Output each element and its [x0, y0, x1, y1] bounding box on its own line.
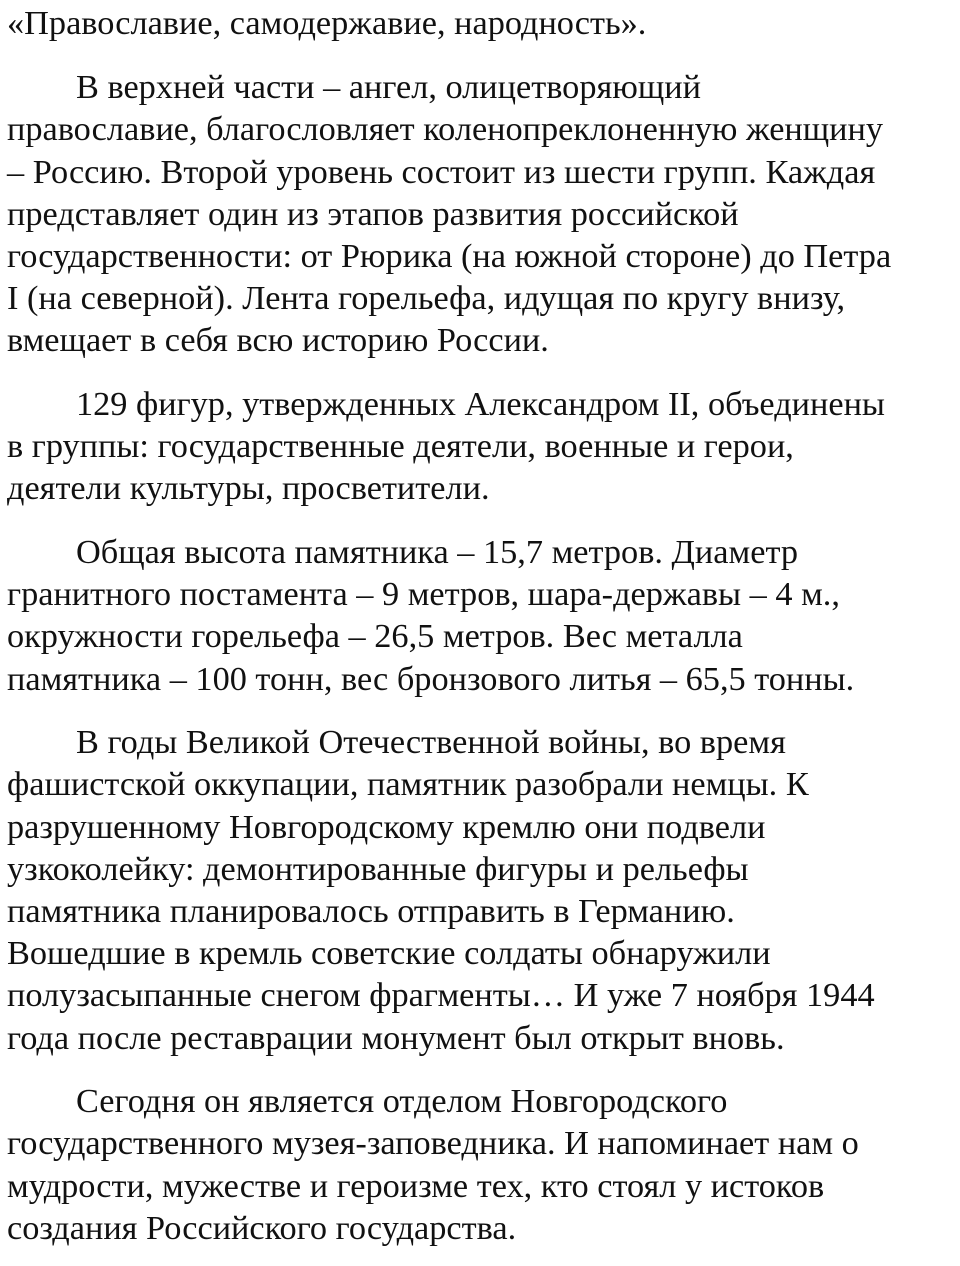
paragraph-line: 129 фигур, утвержденных Александром II, объединены — [76, 385, 885, 424]
paragraph-line: вмещает в себя всю историю России. — [7, 321, 549, 360]
paragraph-line: полузасыпанные снегом фрагменты… И уже 7 ноября 1944 — [7, 976, 875, 1015]
paragraph-line: разрушенному Новгородскому кремлю они подвели — [7, 807, 766, 846]
paragraph-dimensions — [7, 531, 954, 700]
paragraph-line: В годы Великой Отечественной войны, во время — [76, 723, 786, 762]
paragraph-line: в группы: государственные деятели, военные и герои, — [7, 427, 794, 466]
paragraph-line: памятника планировалось отправить в Германию. — [7, 892, 735, 931]
paragraph-line: года после реставрации монумент был открыт вновь. — [7, 1018, 785, 1057]
paragraph-line: государственного музея-заповедника. И напоминает нам о — [7, 1124, 859, 1163]
paragraph-line: гранитного постамента – 9 метров, шара-державы – 4 м., — [7, 575, 840, 614]
paragraph-line: – Россию. Второй уровень состоит из шести групп. Каждая — [7, 152, 876, 191]
paragraph-line: памятника – 100 тонн, вес бронзового литья – 65,5 тонны. — [7, 659, 855, 698]
paragraph-line: мудрости, мужестве и героизме тех, кто стоял у истоков — [7, 1166, 825, 1205]
paragraph-line: окружности горельефа – 26,5 метров. Вес металла — [7, 617, 743, 656]
paragraph-line: государственности: от Рюрика (на южной стороне) до Петра — [7, 237, 892, 276]
paragraph-line: узкоколейку: демонтированные фигуры и рельефы — [7, 849, 749, 888]
paragraph-line: фашистской оккупации, памятник разобрали немцы. К — [7, 765, 809, 804]
paragraph-line: Вошедшие в кремль советские солдаты обнаружили — [7, 934, 771, 973]
paragraph-line: деятели культуры, просветители. — [7, 469, 490, 508]
opening-line: «Православие, самодержавие, народность». — [7, 4, 647, 42]
paragraph-war-history — [7, 721, 954, 1059]
paragraph-line: В верхней части – ангел, олицетворяющий — [76, 68, 701, 107]
paragraph-line: создания Российского государства. — [7, 1208, 517, 1247]
paragraph-line: представляет один из этапов развития российской — [7, 194, 739, 233]
paragraph-line: православие, благословляет коленопреклоненную женщину — [7, 110, 884, 149]
paragraph-line: Сегодня он является отделом Новгородского — [76, 1082, 728, 1121]
paragraph-figures — [7, 383, 954, 510]
paragraph-museum — [7, 1080, 954, 1249]
paragraph-line: Общая высота памятника – 15,7 метров. Диаметр — [76, 533, 798, 572]
paragraph-monument-levels — [7, 66, 954, 361]
paragraph-line: I (на северной). Лента горельефа, идущая по кругу внизу, — [7, 279, 846, 318]
